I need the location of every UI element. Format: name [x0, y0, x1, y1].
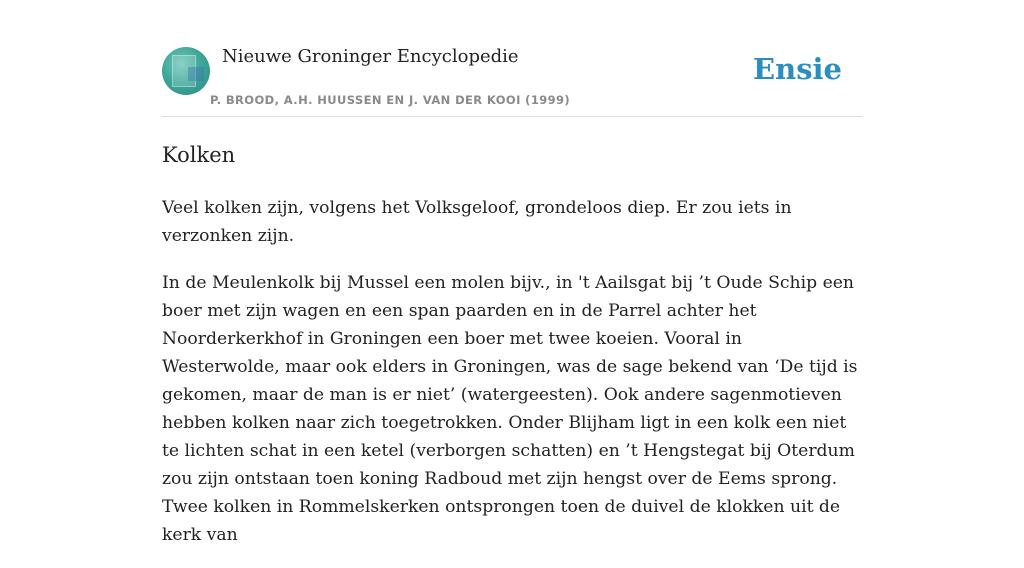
ensie-logo[interactable]: Ensie — [753, 52, 842, 86]
book-cover-image[interactable] — [162, 47, 210, 95]
article-paragraph-2: In de Meulenkolk bij Mussel een molen bijv., in 't Aailsgat bij ’t Oude Schip een boer met zijn wagen en een span paarden en in de Parrel achter het Noorderkerkhof in Groningen een boer met twee koeien. Vooral in Westerwolde, maar ook elders in Groningen, was de sage bekend van ‘De tijd is gekomen, maar de man is er niet’ (watergeesten). Ook andere sagenmotieven hebben kolken naar zich toegetrokken. Onder Blijham ligt in een kolk een niet te lichten schat in een ketel (verborgen schatten) en ’t Hengstegat bij Oterdum zou zijn ontstaan toen koning Radboud met zijn hengst over de Eems sprong. Twee kolken in Rommelskerken ontsprongen toen de duivel de klokken uit de kerk van — [162, 273, 858, 545]
article-title: Kolken — [162, 143, 236, 167]
book-title-link[interactable]: Nieuwe Groninger Encyclopedie — [222, 46, 519, 67]
header — [162, 46, 862, 117]
article — [162, 140, 862, 568]
book-authors: P. BROOD, A.H. HUUSSEN EN J. VAN DER KOOI (1999) — [210, 93, 571, 107]
article-paragraph-1: Veel kolken zijn, volgens het Volksgeloof, grondeloos diep. Er zou iets in verzonken zijn. — [162, 198, 792, 246]
book-cover-graphic-accent — [188, 67, 204, 81]
